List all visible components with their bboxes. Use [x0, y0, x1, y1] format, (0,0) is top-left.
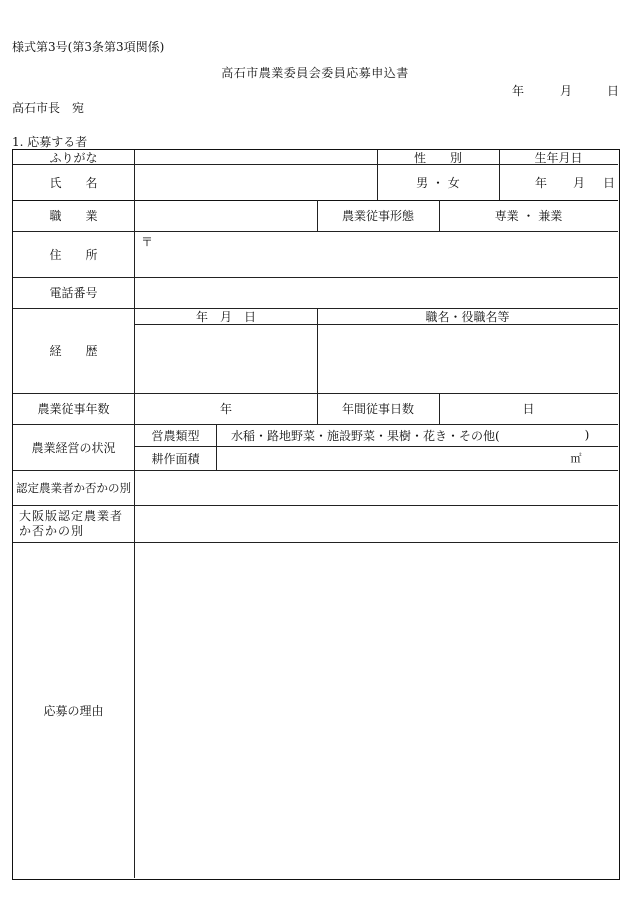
area-unit: ㎡ — [570, 452, 582, 465]
osaka-certified-field[interactable] — [135, 505, 618, 542]
certified-field[interactable] — [135, 470, 618, 505]
form-number: 様式第3号(第3条第3項関係) — [12, 40, 165, 54]
section-heading: 1. 応募する者 — [12, 135, 88, 149]
farming-type-label: 農業従事形態 — [341, 209, 414, 223]
annual-days-label: 年間従事日数 — [341, 402, 414, 416]
osaka-certified-label: 大阪版認定農業者か否かの別 — [19, 508, 124, 538]
reason-field[interactable] — [135, 542, 618, 878]
address-label: 住 所 — [49, 247, 98, 262]
birth-day: 日 — [602, 175, 615, 190]
farm-category-label: 営農類型 — [151, 428, 200, 443]
history-date-field[interactable] — [135, 325, 317, 393]
annual-days-unit[interactable]: 日 — [522, 402, 535, 416]
history-date-header: 年 月 日 — [195, 309, 256, 324]
date-day: 日 — [607, 84, 620, 98]
birth-month: 月 — [572, 175, 585, 190]
reason-label: 応募の理由 — [43, 703, 104, 718]
name-field[interactable] — [135, 164, 377, 200]
date-year: 年 — [512, 84, 525, 98]
page-title: 高石市農業委員会委員応募申込書 — [221, 66, 409, 80]
occupation-field[interactable] — [135, 200, 317, 231]
history-label: 経 歴 — [49, 344, 98, 358]
addressee: 高石市長 宛 — [12, 101, 85, 115]
occupation-label: 職 業 — [49, 209, 98, 223]
postal-mark: 〒 — [141, 235, 154, 249]
gender-label: 性 別 — [413, 150, 462, 165]
farming-years-label: 農業従事年数 — [37, 402, 110, 416]
birthdate-label: 生年月日 — [534, 150, 583, 165]
farming-years-unit[interactable]: 年 — [219, 402, 232, 416]
cultivated-area-field[interactable] — [217, 446, 618, 470]
furigana-label: ふりがな — [49, 150, 98, 165]
birth-year: 年 — [534, 175, 547, 190]
cultivated-area-label: 耕作面積 — [151, 451, 200, 466]
furigana-field[interactable] — [135, 150, 377, 164]
management-label: 農業経営の状況 — [31, 440, 116, 455]
phone-label: 電話番号 — [49, 286, 98, 300]
phone-field[interactable] — [135, 277, 618, 308]
farm-category-close: ) — [584, 428, 590, 442]
address-field[interactable] — [135, 231, 618, 277]
name-label: 氏 名 — [49, 175, 98, 190]
farm-category-options[interactable]: 水稲・路地野菜・施設野菜・果樹・花き・その他( — [231, 428, 500, 443]
application-form — [12, 149, 620, 880]
history-position-header: 職名・役職名等 — [425, 309, 510, 324]
certified-label: 認定農業者か否かの別 — [16, 480, 131, 495]
history-position-field[interactable] — [318, 325, 618, 393]
farming-type-options[interactable]: 専業 ・ 兼業 — [494, 209, 563, 223]
date-month: 月 — [560, 84, 573, 98]
gender-options[interactable]: 男 ・ 女 — [416, 175, 460, 190]
